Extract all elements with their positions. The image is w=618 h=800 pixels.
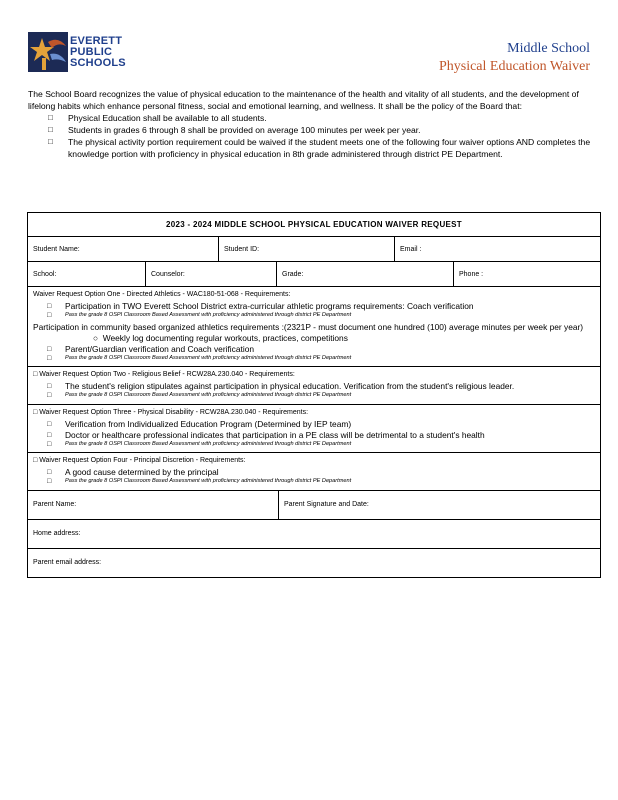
waiver-form <box>27 212 601 578</box>
logo-line-3: SCHOOLS <box>70 56 126 69</box>
option-two-heading <box>33 370 595 380</box>
community-athletics-text: Participation in community based organized athletics requirements :(2321P - must document one hundred (100) average minutes per week per year) <box>33 321 584 332</box>
weekly-log-text: Weekly log documenting regular workouts, practices, competitions <box>102 332 348 343</box>
policy-bullet <box>48 136 594 160</box>
student-id-label: Student ID: <box>224 245 260 253</box>
option-four-heading-text: Waiver Request Option Four - Principal Discretion - Requirements: <box>39 457 246 464</box>
checkbox-bullet-icon[interactable]: □ <box>47 345 52 353</box>
option-item <box>47 467 595 478</box>
home-address-field[interactable] <box>28 520 600 548</box>
form-title: 2023 - 2024 MIDDLE SCHOOL PHYSICAL EDUCATION WAIVER REQUEST <box>28 213 600 237</box>
option-subitem <box>47 312 595 320</box>
option-subitem <box>47 392 595 400</box>
option-subitem <box>47 355 595 363</box>
title-line-1: Middle School <box>507 41 590 56</box>
student-id-field[interactable] <box>218 237 394 261</box>
option-item <box>47 301 595 312</box>
home-address-label: Home address: <box>33 530 81 537</box>
logo-line-2: PUBLIC <box>70 45 113 58</box>
weekly-log-item <box>93 333 595 344</box>
parent-email-field[interactable] <box>28 549 600 577</box>
student-name-label: Student Name: <box>33 245 80 253</box>
school-label: School: <box>33 270 57 278</box>
option-subitem-text: Pass the grade 8 OSPI Classroom Based Assessment with proficiency administered through district PE Department <box>65 478 352 484</box>
checkbox-bullet-icon[interactable]: □ <box>47 383 52 390</box>
waiver-option-four <box>28 453 600 491</box>
option-item-text: Doctor or healthcare professional indicates that participation in a PE class will be detrimental to a student's health <box>65 429 485 440</box>
option-item-text: The student's religion stipulates against participation in physical education. Verification from the student's religious leader. <box>65 381 515 391</box>
option-item-text: A good cause determined by the principal <box>65 467 219 477</box>
phone-field[interactable] <box>453 262 600 286</box>
policy-bullet-text: Physical Education shall be available to all students. <box>68 113 267 123</box>
policy-bullet-text: The physical activity portion requirement could be waived if the student meets one of the following four waiver options AND completes the knowledge portion with proficiency in physical education in 8th grade administered through district PE Department. <box>68 137 591 159</box>
option-subitem-text: Pass the grade 8 OSPI Classroom Based Assessment with proficiency administered through district PE Department <box>65 354 352 361</box>
counselor-field[interactable] <box>145 262 276 286</box>
circle-bullet-icon: ○ <box>93 332 103 343</box>
logo-wordmark <box>70 36 126 69</box>
checkbox-bullet-icon: □ <box>48 125 53 134</box>
option-subitem-text: Pass the grade 8 OSPI Classroom Based Assessment with proficiency administered through district PE Department <box>65 312 352 318</box>
parent-signature-field[interactable] <box>278 491 600 519</box>
checkbox-bullet-icon[interactable]: □ <box>47 303 52 310</box>
home-address-row <box>28 520 600 549</box>
option-item <box>47 344 595 355</box>
checkbox-bullet-icon[interactable]: □ <box>47 478 52 485</box>
policy-bullet-text: Students in grades 6 through 8 shall be provided on average 100 minutes per week per year. <box>68 125 421 135</box>
school-info-row <box>28 262 600 287</box>
option-one-heading: Waiver Request Option One - Directed Athletics - WAC180-51-068 - Requirements: <box>33 291 291 298</box>
logo-line-1: EVERETT <box>70 34 123 47</box>
checkbox-bullet-icon[interactable]: □ <box>47 431 52 439</box>
district-logo <box>28 28 144 76</box>
torch-star-icon <box>28 32 68 72</box>
option-item-text: Parent/Guardian verification and Coach verification <box>65 343 255 354</box>
option-two-heading-text: Waiver Request Option Two - Religious Belief - RCW28A.230.040 - Requirements: <box>39 371 295 378</box>
option-item <box>47 430 595 441</box>
policy-paragraph: The School Board recognizes the value of physical education to the maintenance of the health and vitality of all students, and the development of lifelong habits which enhance personal fitness, social and emotional learning, and wellness. It shall be the policy of the Board that: <box>28 89 579 111</box>
option-three-heading <box>33 408 595 418</box>
checkbox-bullet-icon[interactable]: □ <box>47 354 52 362</box>
parent-email-row <box>28 549 600 577</box>
option-subitem-text: Pass the grade 8 OSPI Classroom Based Assessment with proficiency administered through district PE Department <box>65 440 352 447</box>
grade-field[interactable] <box>276 262 453 286</box>
checkbox-bullet-icon: □ <box>48 137 53 146</box>
option-subitem <box>47 478 595 486</box>
student-name-field[interactable] <box>28 237 218 261</box>
phone-label: Phone : <box>459 270 484 278</box>
checkbox-bullet-icon[interactable]: □ <box>47 420 52 428</box>
grade-label: Grade: <box>282 270 304 278</box>
waiver-option-two <box>28 367 600 405</box>
policy-bullet <box>48 124 594 136</box>
checkbox-bullet-icon[interactable]: □ <box>47 392 52 399</box>
counselor-label: Counselor: <box>151 270 185 278</box>
checkbox-bullet-icon[interactable]: □ <box>47 312 52 319</box>
checkbox-bullet-icon[interactable]: □ <box>33 371 40 378</box>
option-four-heading <box>33 456 595 466</box>
policy-intro <box>28 88 594 160</box>
title-line-2: Physical Education Waiver <box>438 59 590 74</box>
option-subitem-text: Pass the grade 8 OSPI Classroom Based Assessment with proficiency administered through district PE Department <box>65 392 352 398</box>
parent-email-label: Parent email address: <box>33 559 102 566</box>
parent-row <box>28 491 600 520</box>
option-item <box>47 419 595 430</box>
checkbox-bullet-icon: □ <box>48 113 53 122</box>
document-title <box>439 40 590 76</box>
checkbox-bullet-icon[interactable]: □ <box>47 440 52 448</box>
policy-bullet <box>48 112 594 124</box>
parent-name-label: Parent Name: <box>33 501 77 508</box>
email-label: Email : <box>400 245 422 253</box>
student-info-row <box>28 237 600 262</box>
waiver-option-three <box>28 405 600 454</box>
parent-name-field[interactable] <box>28 491 278 519</box>
option-subitem <box>47 441 595 449</box>
checkbox-bullet-icon[interactable]: □ <box>33 408 40 416</box>
option-item-text: Verification from Individualized Education Program (Determined by IEP team) <box>65 418 352 429</box>
waiver-option-one <box>28 287 600 367</box>
parent-signature-label: Parent Signature and Date: <box>284 501 369 508</box>
option-item <box>47 381 595 392</box>
checkbox-bullet-icon[interactable]: □ <box>47 469 52 476</box>
option-three-heading-text: Waiver Request Option Three - Physical Disability - RCW28A.230.040 - Requirements: <box>39 408 309 416</box>
option-item-text: Participation in TWO Everett School District extra-curricular athletic programs requirements: Coach verification <box>65 301 474 311</box>
school-field[interactable] <box>28 262 145 286</box>
email-field[interactable] <box>394 237 600 261</box>
checkbox-bullet-icon[interactable]: □ <box>33 457 40 464</box>
